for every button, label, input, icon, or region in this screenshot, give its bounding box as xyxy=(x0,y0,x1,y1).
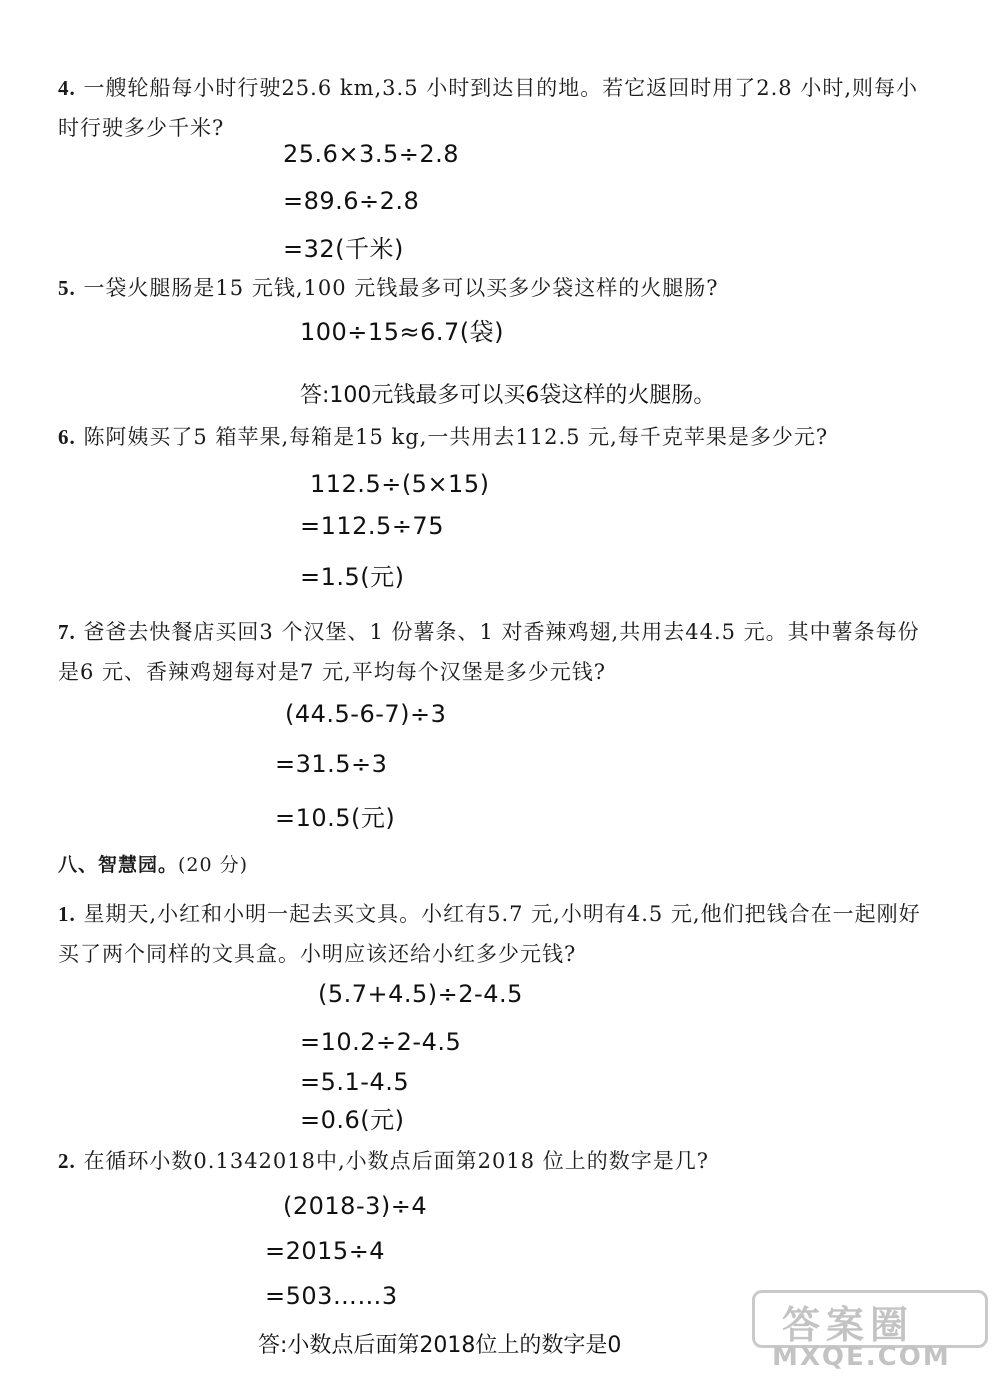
work-line: (2018-3)÷4 xyxy=(283,1192,428,1220)
problem-number: 7. xyxy=(58,620,76,644)
problem-text: 一艘轮船每小时行驶25.6 km,3.5 小时到达目的地。若它返回时用了2.8 小时,则每小时行驶多少千米? xyxy=(58,76,919,140)
work-line: 112.5÷(5×15) xyxy=(310,470,490,498)
work-line: 100÷15≈6.7(袋) xyxy=(300,318,504,346)
work-line: =503……3 xyxy=(265,1282,398,1310)
problem-number: 1. xyxy=(58,902,76,926)
work-line: =31.5÷3 xyxy=(275,750,388,778)
work-line: =10.2÷2-4.5 xyxy=(300,1028,462,1056)
work-line: =32(千米) xyxy=(283,235,404,263)
problem-number: 6. xyxy=(58,425,76,449)
work-line: (5.7+4.5)÷2-4.5 xyxy=(318,980,523,1008)
work-line: =0.6(元) xyxy=(300,1106,405,1134)
work-line: =112.5÷75 xyxy=(300,512,444,540)
watermark-title: 答案圈 xyxy=(782,1303,915,1347)
work-line: =2015÷4 xyxy=(265,1237,386,1265)
problem-5 xyxy=(58,268,938,308)
section-problem-1 xyxy=(58,894,938,974)
problem-text: 一袋火腿肠是15 元钱,100 元钱最多可以买多少袋这样的火腿肠? xyxy=(83,276,719,300)
problem-text: 星期天,小红和小明一起去买文具。小红有5.7 元,小明有4.5 元,他们把钱合在一起刚好买了两个同样的文具盒。小明应该还给小红多少元钱? xyxy=(58,902,921,966)
problem-number: 4. xyxy=(58,76,76,100)
section-title: 八、智慧园。 xyxy=(58,854,179,876)
problem-7 xyxy=(58,612,938,692)
watermark-logo xyxy=(752,1290,982,1375)
work-line: =5.1-4.5 xyxy=(300,1068,410,1096)
section-points: (20 分) xyxy=(178,854,249,876)
work-line: 25.6×3.5÷2.8 xyxy=(283,140,459,168)
work-line: =1.5(元) xyxy=(300,563,405,591)
answer-line: 答:小数点后面第2018位上的数字是0 xyxy=(258,1333,622,1358)
problem-number: 2. xyxy=(58,1149,76,1173)
work-line: (44.5-6-7)÷3 xyxy=(285,700,447,728)
work-line: =10.5(元) xyxy=(275,804,396,832)
problem-text: 爸爸去快餐店买回3 个汉堡、1 份薯条、1 对香辣鸡翅,共用去44.5 元。其中薯条每份是6 元、香辣鸡翅每对是7 元,平均每个汉堡是多少元钱? xyxy=(58,620,920,684)
problem-text: 在循环小数0.1342018中,小数点后面第2018 位上的数字是几? xyxy=(83,1149,710,1173)
problem-text: 陈阿姨买了5 箱苹果,每箱是15 kg,一共用去112.5 元,每千克苹果是多少元? xyxy=(83,425,829,449)
problem-number: 5. xyxy=(58,276,76,300)
answer-line: 答:100元钱最多可以买6袋这样的火腿肠。 xyxy=(300,383,716,408)
section-problem-2 xyxy=(58,1141,938,1181)
watermark-domain: MXQE.COM xyxy=(772,1342,951,1372)
work-line: =89.6÷2.8 xyxy=(283,187,420,215)
problem-6 xyxy=(58,417,938,457)
problem-4 xyxy=(58,68,938,148)
section-heading xyxy=(58,850,248,877)
